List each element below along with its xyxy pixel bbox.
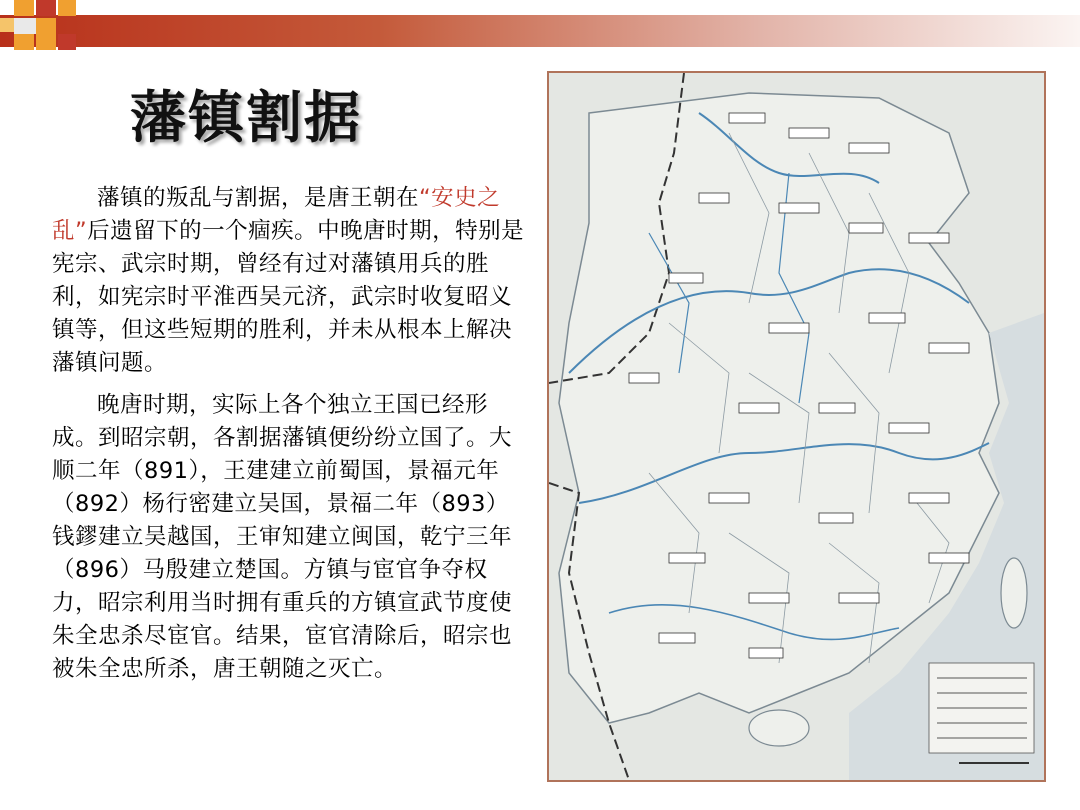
- slide-title: 藩镇割据: [130, 85, 362, 151]
- paragraph-2: 晚唐时期，实际上各个独立王国已经形成。到昭宗朝，各割据藩镇便纷纷立国了。大顺二年（891），王建建立前蜀国，景福元年（892）杨行密建立吴国，景福二年（893）钱鏐建立吴越国，王审知建立闽国，乾宁三年（896）马殷建立楚国。方镇与宦官争夺权力，昭宗利用当时拥有重兵的方镇宣武节度使朱全忠杀尽宦官。结果，宦官清除后，昭宗也被朱全忠所杀，唐王朝随之灭亡。: [52, 392, 513, 682]
- historical-map-image: [547, 71, 1046, 782]
- anshi-rebellion-highlight: “安史之乱”: [52, 185, 501, 244]
- header-gradient-bar: [0, 15, 1080, 47]
- paragraph-1: [52, 182, 530, 380]
- paragraph-1-rest: 后遗留下的一个痼疾。中晚唐时期，特别是宪宗、武宗时期，曾经有过对藩镇用兵的胜利，如宪宗时平淮西吴元济，武宗时收复昭义镇等，但这些短期的胜利，并未从根本上解决藩镇问题。: [52, 218, 525, 376]
- map-illustration: [549, 73, 1044, 780]
- paragraph-1-lead: 藩镇的叛乱与割据，是唐王朝在: [97, 185, 420, 211]
- body-text: [52, 182, 530, 686]
